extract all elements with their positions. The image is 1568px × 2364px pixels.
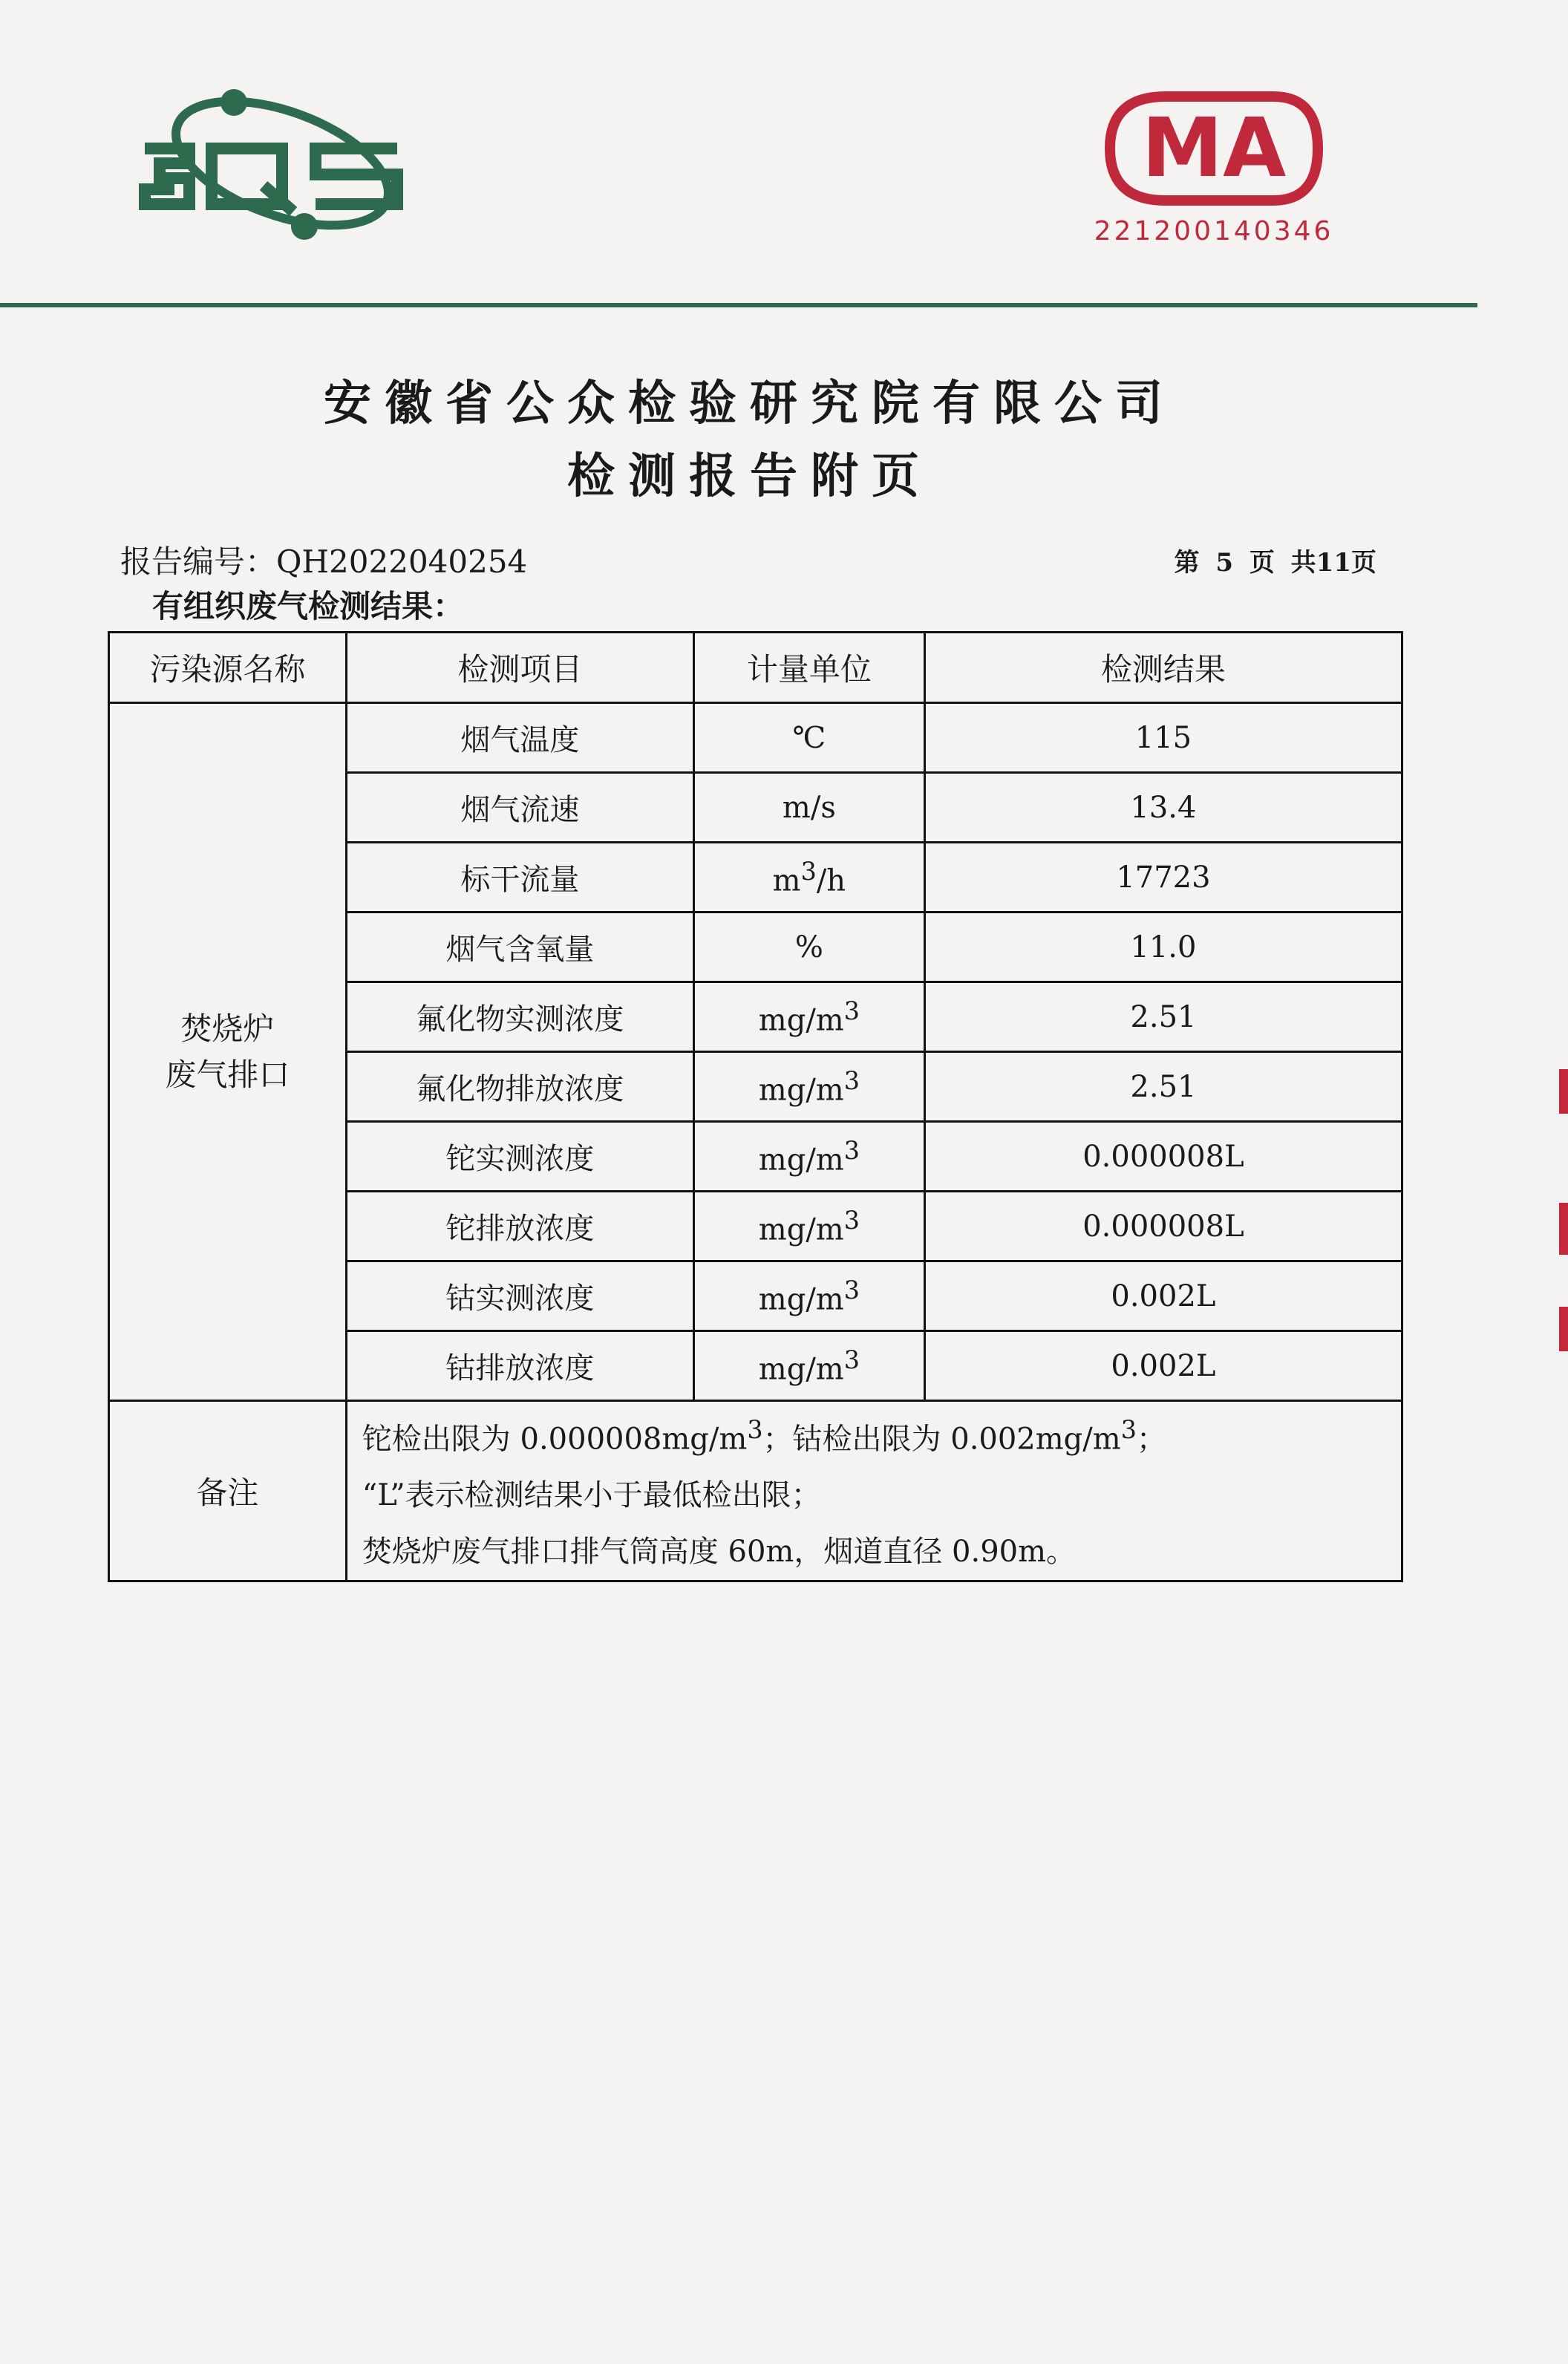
- cma-mark-icon: [1095, 85, 1333, 212]
- remark-line-1: [362, 1402, 1401, 1467]
- item-cell: 烟气流速: [346, 773, 693, 843]
- result-cell: 17723: [924, 843, 1402, 912]
- remark-sup: 3: [1120, 1415, 1137, 1444]
- table-row: [109, 703, 1402, 773]
- header-unit: 计量单位: [693, 633, 924, 703]
- item-cell: 铊排放浓度: [346, 1192, 693, 1261]
- company-title: 安徽省公众检验研究院有限公司: [324, 376, 1176, 431]
- unit-base: mg/m: [758, 1212, 844, 1247]
- item-cell: 氟化物排放浓度: [346, 1052, 693, 1122]
- header-source: 污染源名称: [109, 633, 347, 703]
- unit-sup: 3: [843, 1205, 860, 1235]
- unit-cell: [693, 1122, 924, 1192]
- unit-sup: 3: [843, 1345, 860, 1374]
- results-table: [108, 631, 1403, 1582]
- remark-text: ；钴检出限为 0.002mg/m: [762, 1422, 1121, 1457]
- source-name-cell: [109, 703, 347, 1401]
- unit-base: mg/m: [758, 1282, 844, 1317]
- unit-cell: [693, 1052, 924, 1122]
- edge-seal-mark: [1559, 1307, 1568, 1351]
- unit-base: mg/m: [758, 1073, 844, 1108]
- result-cell: 115: [924, 703, 1402, 773]
- remarks-label: 备注: [109, 1401, 347, 1581]
- unit-sup: 3: [843, 996, 860, 1025]
- aqs-logo: [134, 74, 416, 252]
- unit-cell: [693, 843, 924, 912]
- report-subtitle: 检测报告附页: [567, 449, 932, 504]
- remark-sup: 3: [747, 1415, 763, 1444]
- remarks-cell: [346, 1401, 1402, 1581]
- source-name-line2: 废气排口: [165, 1056, 290, 1093]
- unit-cell: m/s: [693, 773, 924, 843]
- unit-cell: [693, 982, 924, 1052]
- cma-seal: [1091, 85, 1336, 264]
- source-name-line1: 焚烧炉: [180, 1010, 275, 1047]
- remark-line-2: “L”表示检测结果小于最低检出限；: [362, 1478, 821, 1513]
- result-cell: 2.51: [924, 982, 1402, 1052]
- unit-sup: 3: [800, 856, 817, 886]
- unit-tail: /h: [816, 863, 846, 898]
- remark-line-3: 焚烧炉废气排口排气筒高度 60m，烟道直径 0.90m。: [362, 1535, 1077, 1570]
- section-title: 有组织废气检测结果：: [152, 588, 465, 624]
- unit-base: mg/m: [758, 1003, 844, 1038]
- remarks-row: [109, 1401, 1402, 1581]
- result-cell: 0.000008L: [924, 1192, 1402, 1261]
- svg-text:MA: MA: [1141, 100, 1287, 195]
- header-divider: [0, 303, 1477, 307]
- remark-text: ；: [1136, 1422, 1166, 1457]
- result-cell: 0.000008L: [924, 1122, 1402, 1192]
- edge-seal-mark: [1559, 1069, 1568, 1114]
- result-cell: 0.002L: [924, 1261, 1402, 1331]
- unit-cell: [693, 1192, 924, 1261]
- header-result: 检测结果: [924, 633, 1402, 703]
- result-cell: 11.0: [924, 912, 1402, 982]
- result-cell: 2.51: [924, 1052, 1402, 1122]
- unit-cell: ℃: [693, 703, 924, 773]
- report-number: 报告编号：QH2022040254: [120, 543, 528, 580]
- remark-text: 铊检出限为 0.000008mg/m: [362, 1422, 748, 1457]
- page-indicator: 第 5 页 共11页: [1174, 548, 1376, 578]
- item-cell: 钴排放浓度: [346, 1331, 693, 1401]
- table-header-row: [109, 633, 1402, 703]
- unit-base: mg/m: [758, 1352, 844, 1387]
- header-item: 检测项目: [346, 633, 693, 703]
- item-cell: 铊实测浓度: [346, 1122, 693, 1192]
- item-cell: 标干流量: [346, 843, 693, 912]
- result-cell: 13.4: [924, 773, 1402, 843]
- item-cell: 钴实测浓度: [346, 1261, 693, 1331]
- item-cell: 烟气含氧量: [346, 912, 693, 982]
- unit-cell: %: [693, 912, 924, 982]
- edge-seal-mark: [1559, 1203, 1568, 1255]
- unit-sup: 3: [843, 1065, 860, 1095]
- unit-sup: 3: [843, 1275, 860, 1305]
- unit-cell: [693, 1331, 924, 1401]
- unit-base: mg/m: [758, 1143, 844, 1178]
- unit-base: m: [772, 863, 801, 898]
- result-cell: 0.002L: [924, 1331, 1402, 1401]
- item-cell: 氟化物实测浓度: [346, 982, 693, 1052]
- cma-number: 221200140346: [1094, 216, 1334, 246]
- unit-cell: [693, 1261, 924, 1331]
- item-cell: 烟气温度: [346, 703, 693, 773]
- unit-sup: 3: [843, 1135, 860, 1165]
